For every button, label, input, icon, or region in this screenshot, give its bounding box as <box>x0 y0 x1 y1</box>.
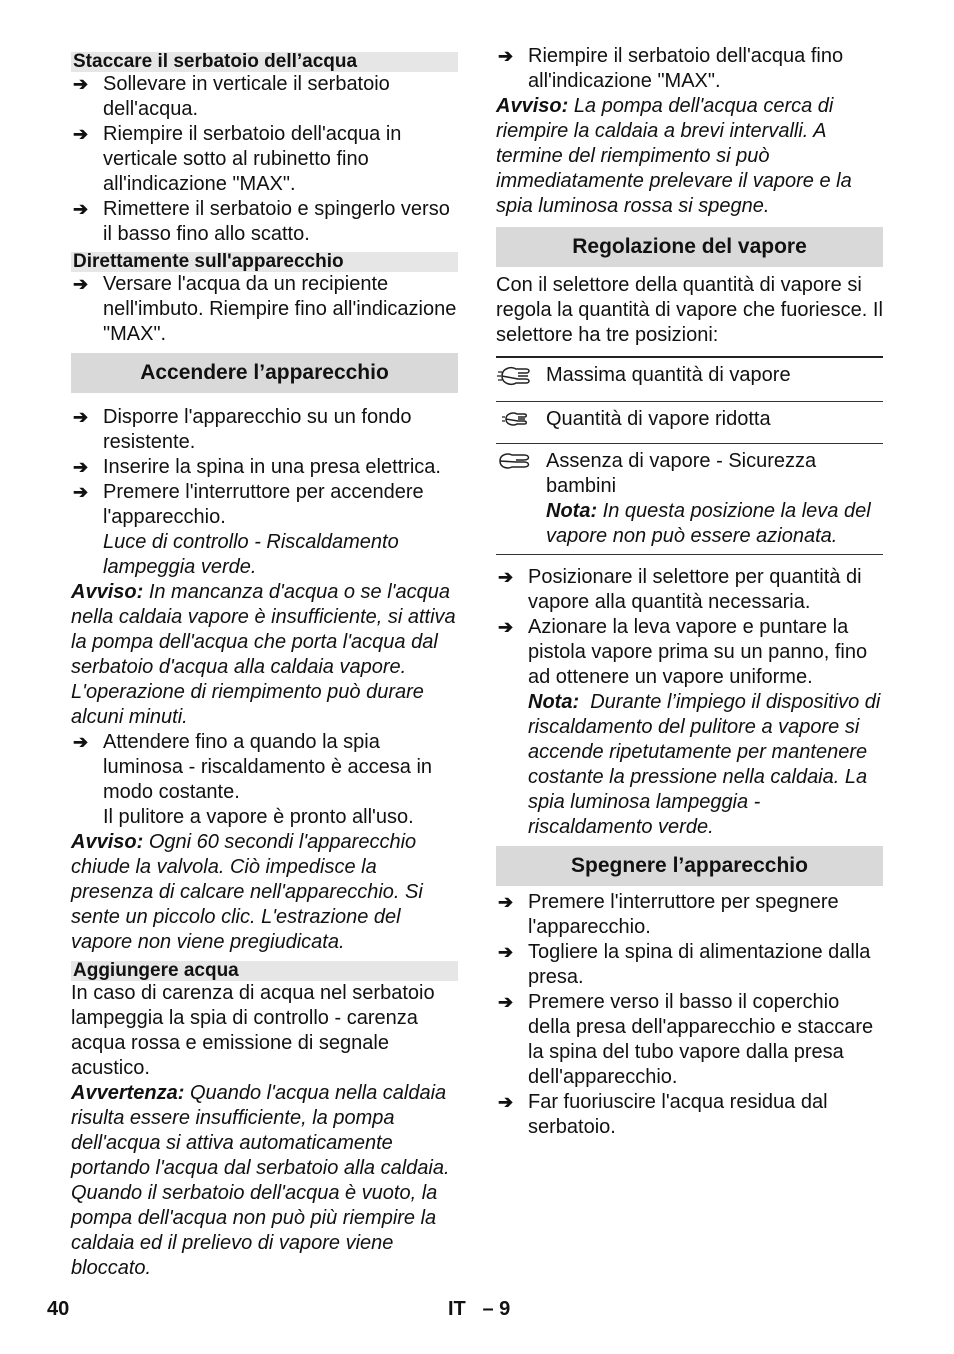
page-number: 40 <box>47 1298 70 1320</box>
arrow-icon: ➔ <box>498 1092 514 1112</box>
right-column <box>496 44 883 1140</box>
language-page-label: IT – 9 <box>448 1298 511 1320</box>
heading-add-water: Aggiungere acqua <box>71 961 458 981</box>
list-item: ➔ Azionare la leva vapore e puntare la pistola vapore prima su un panno, fino ad ottenere un vapore uniforme. <box>498 616 868 688</box>
list-item: ➔ Posizionare il selettore per quantità di vapore alla quantità necessaria. <box>498 566 862 613</box>
arrow-icon: ➔ <box>73 199 89 219</box>
warning-paragraph: Avviso: Ogni 60 secondi l'apparecchio chiude la valvola. Ciò impedisce la presenza di calcare nell'apparecchio. Si sente un piccolo clic. L'estrazione del vapore non viene pregiudicata. <box>71 831 423 953</box>
list-item: ➔ Versare l'acqua da un recipiente nell'imbuto. Riempire fino all'indicazione "MAX". <box>73 273 457 345</box>
arrow-icon: ➔ <box>498 942 514 962</box>
arrow-icon: ➔ <box>498 617 514 637</box>
steam-reduced-icon <box>496 402 546 444</box>
table-row <box>496 444 883 555</box>
arrow-icon: ➔ <box>498 992 514 1012</box>
steam-max-label: Massima quantità di vapore <box>546 357 883 402</box>
list-item: ➔ Riempire il serbatoio dell'acqua in verticale sotto al rubinetto fino all'indicazione "MAX". <box>73 123 402 195</box>
left-column <box>71 44 458 1281</box>
arrow-icon: ➔ <box>498 892 514 912</box>
body-paragraph: In caso di carenza di acqua nel serbatoio lampeggia la spia di controllo - carenza acqua rossa e emissione di segnale acustico. <box>71 982 435 1079</box>
arrow-icon: ➔ <box>73 124 89 144</box>
steam-max-icon-svg <box>496 363 532 389</box>
arrow-icon: ➔ <box>73 732 89 752</box>
arrow-icon: ➔ <box>73 482 89 502</box>
heading-remove-tank: Staccare il serbatoio dell’acqua <box>71 52 458 72</box>
list-item: ➔ Riempire il serbatoio dell'acqua fino all'indicazione "MAX". <box>498 45 844 92</box>
heading-directly-on-device: Direttamente sull'apparecchio <box>71 252 458 272</box>
ready-text: Il pulitore a vapore è pronto all'uso. <box>103 806 414 828</box>
arrow-icon: ➔ <box>73 407 89 427</box>
list-item: ➔ Disporre l'apparecchio su un fondo resistente. <box>73 406 412 453</box>
arrow-icon: ➔ <box>498 46 514 66</box>
list-item: ➔ Sollevare in verticale il serbatoio dell'acqua. <box>73 73 390 120</box>
note-paragraph: Nota: Durante l’impiego il dispositivo di riscaldamento del pulitore a vapore si accende ripetutamente per mantenere costante la pressione nella caldaia. La spia luminosa lampeggia - riscaldamento verde. <box>528 691 881 838</box>
control-light-note: Luce di controllo - Riscaldamento lampeggia verde. <box>103 531 399 578</box>
list-item: ➔ Premere verso il basso il coperchio della presa dell'apparecchio e staccare la spina del tubo vapore dalla presa dell'apparecchio. <box>498 991 874 1088</box>
steam-max-icon <box>496 357 546 402</box>
arrow-icon: ➔ <box>73 274 89 294</box>
heading-steam-regulation: Regolazione del vapore <box>496 227 883 267</box>
warning-paragraph: Avviso: La pompa dell'acqua cerca di riempire la caldaia a brevi intervalli. A termine del riempimento si può immediatamente prelevare il vapore e la spia luminosa rossa si spegne. <box>496 95 852 217</box>
no-steam-icon <box>496 444 546 555</box>
no-steam-cell <box>546 444 883 555</box>
warning-paragraph: Avviso: In mancanza d'acqua o se l'acqua nella caldaia vapore è insufficiente, si attiva la pompa dell'acqua che porta l'acqua dal serbatoio d'acqua alla caldaia vapore. L'operazione di riempimento può durare alcuni minuti. <box>71 581 456 728</box>
note-text: In questa posizione la leva del vapore non può essere azionata. <box>546 500 871 547</box>
arrow-icon: ➔ <box>498 567 514 587</box>
no-steam-label: Assenza di vapore - Sicurezza bambini <box>546 450 817 497</box>
list-item: ➔ Far fuoriuscire l'acqua residua dal serbatoio. <box>498 1091 828 1138</box>
list-item: ➔ Inserire la spina in una presa elettrica. <box>73 456 441 478</box>
table-row <box>496 402 883 444</box>
caution-paragraph: Avvertenza: Quando l'acqua nella caldaia risulta essere insufficiente, la pompa dell'acqua si attiva automaticamente portando l'acqua dal serbatoio alla caldaia. Quando il serbatoio dell'acqua è vuoto, la pompa dell'acqua non può più riempire la caldaia ed il prelievo di vapore viene bloccato. <box>71 1082 450 1279</box>
list-item: ➔ Attendere fino a quando la spia luminosa - riscaldamento è accesa in modo costante. <box>73 731 433 803</box>
list-item: ➔ Togliere la spina di alimentazione dalla presa. <box>498 941 871 988</box>
list-item: ➔ Rimettere il serbatoio e spingerlo verso il basso fino allo scatto. <box>73 198 450 245</box>
list-item: ➔ Premere l'interruttore per accendere l'apparecchio. <box>73 481 424 528</box>
body-paragraph: Con il selettore della quantità di vapore si regola la quantità di vapore che fuoriesce. Il selettore ha tre posizioni: <box>496 274 883 346</box>
steam-settings-table <box>496 356 883 555</box>
arrow-icon: ➔ <box>73 74 89 94</box>
note-label: Nota: <box>546 500 598 522</box>
heading-switch-on: Accendere l’apparecchio <box>71 353 458 393</box>
arrow-icon: ➔ <box>73 457 89 477</box>
no-steam-icon-svg <box>496 449 532 473</box>
steam-reduced-icon-svg <box>496 407 532 431</box>
list-item: ➔ Premere l'interruttore per spegnere l'apparecchio. <box>498 891 839 938</box>
steam-reduced-label: Quantità di vapore ridotta <box>546 402 883 444</box>
table-row <box>496 357 883 402</box>
heading-switch-off: Spegnere l’apparecchio <box>496 846 883 886</box>
